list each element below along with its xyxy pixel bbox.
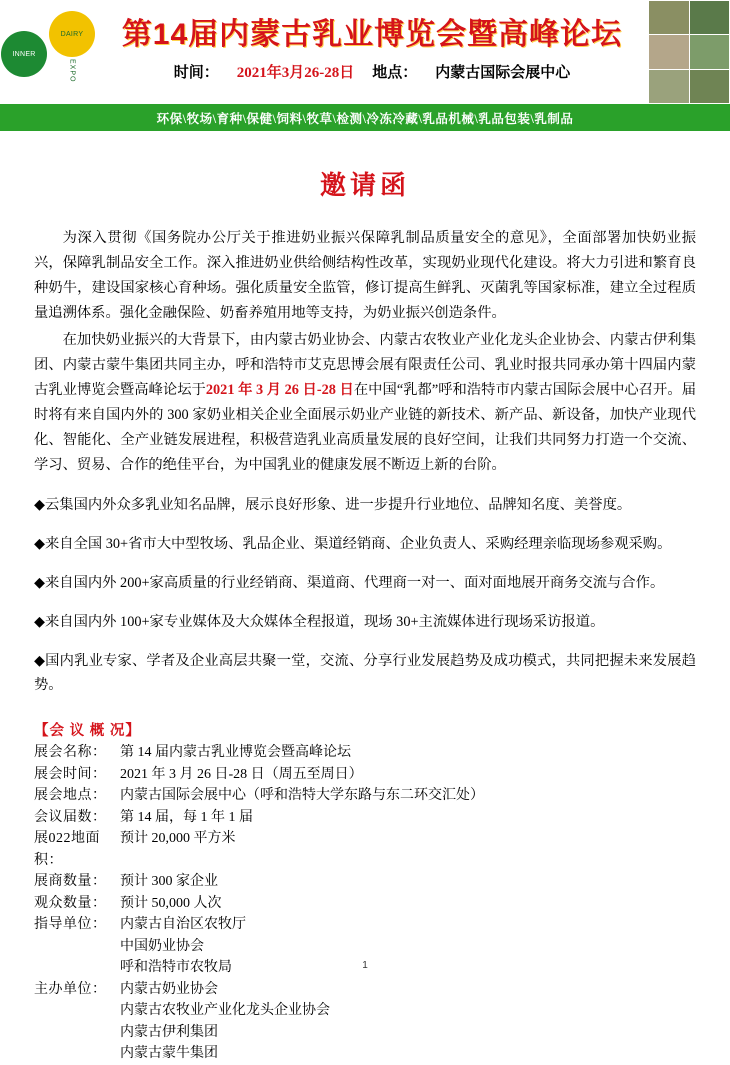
collage-photo [649, 70, 689, 103]
overview-value: 2021 年 3 月 26 日-28 日（周五至周日） [120, 766, 363, 782]
banner-time-value: 2021年3月26-28日 [236, 65, 355, 81]
page-number: 1 [362, 960, 368, 971]
logo-line-1: INNER [12, 50, 36, 58]
overview-value-main: 内蒙古自治区农牧厅 [120, 917, 246, 932]
overview-key: 展会地点： [34, 788, 107, 803]
bullet-item: ◆来自国内外 200+家高质量的行业经销商、渠道商、代理商一对一、面对面地展开商务交流与合作。 [34, 575, 665, 591]
collage-photo [690, 70, 730, 103]
overview-value: 第 14 届，每 1 年 1 届 [120, 809, 253, 825]
overview-row [34, 742, 696, 764]
banner-categories: 环保\牧场\育种\保健\饲料\牧草\检测\冷冻冷藏\乳品机械\乳品包装\乳制品 [0, 104, 730, 131]
overview-key: 展会名称： [34, 745, 107, 760]
overview-value: 预计 20,000 平方米 [120, 831, 236, 846]
paragraph-2-part-a: 在加快奶业振兴的大背景下，由内蒙古奶业协会、内蒙古农牧业产业化龙头企业协会、内蒙古伊利集团、内蒙古蒙牛集团共同主办，呼和浩特市艾克思博会展有限责任公司、乳业时报共同承办第十四届内蒙古乳业博览会暨高峰论坛于 [34, 332, 696, 398]
overview-value-extra: 中国奶业协会 [120, 938, 204, 954]
dairy-expo-logo-mark [49, 11, 95, 57]
overview-row [34, 871, 696, 893]
overview-heading: 【会 议 概 况】 [34, 723, 141, 739]
overview-row [34, 979, 696, 1065]
overview-value-extra: 内蒙古蒙牛集团 [120, 1046, 218, 1061]
collage-photo [649, 1, 689, 34]
overview-key: 会议届数： [34, 809, 107, 825]
overview-row [34, 893, 696, 915]
overview-value: 预计 50,000 人次 [120, 895, 222, 911]
banner-meta [96, 61, 648, 82]
collage-photo [690, 35, 730, 68]
dairy-expo-logo [48, 0, 96, 104]
logo-line-1: DAIRY [60, 30, 84, 38]
paragraph-1: 为深入贯彻《国务院办公厅关于推进奶业振兴保障乳制品质量安全的意见》，全面部署加快奶业振兴，保障乳制品安全工作。深入推进奶业供给侧结构性改革，实现奶业现代化建设。将大力引进和繁育良种奶牛，建设国家核心育种场。强化质量安全监管，修订提高生鲜乳、灭菌乳等国家标准，建立全过程质量追溯体系。强化金融保险、奶畜养殖用地等支持，为奶业振兴创造条件。 [34, 230, 696, 321]
overview-key: 指导单位： [34, 917, 107, 932]
banner-time-label: 时间： [173, 65, 219, 81]
paragraph-2 [34, 328, 696, 478]
collage-photo [649, 35, 689, 68]
banner-place-value: 内蒙古国际会展中心 [435, 65, 571, 81]
bullet-item: ◆来自国内外 100+家专业媒体及大众媒体全程报道，现场 30+主流媒体进行现场采访报道。 [34, 614, 605, 630]
bullet-item: ◆云集国内外众多乳业知名品牌，展示良好形象、进一步提升行业地位、品牌知名度、美誉度。 [34, 497, 632, 513]
bullet-item: ◆国内乳业专家、学者及企业高层共聚一堂，交流、分享行业发展趋势及成功模式，共同把握未来发展趋势。 [34, 653, 696, 693]
overview-key: 展会时间： [34, 766, 107, 782]
overview-value: 第 14 届内蒙古乳业博览会暨高峰论坛 [120, 745, 351, 760]
collage-photo [690, 1, 730, 34]
overview-key: 展商数量： [34, 874, 107, 889]
bullet-item: ◆来自全国 30+省市大中型牧场、乳品企业、渠道经销商、企业负责人、采购经理亲临现场参观采购。 [34, 536, 672, 552]
overview-key: 展022地面积： [34, 831, 100, 868]
overview-row [34, 764, 696, 786]
paragraph-2-part-b: 在中国“乳都”呼和浩特市内蒙古国际会展中心召开。届时将有来自国内外的 300 家奶业相关企业全面展示奶业产业链的新技术、新产品、新设备，加快产业现代化、智能化、全产业链发展进程，积极营造乳业高质量发展的良好空间，让我们共同努力打造一个交流、学习、贸易、合作的绝佳平台，为中国乳业的健康发展不断迈上新的台阶。 [34, 382, 696, 473]
overview-value-main: 内蒙古奶业协会 [120, 981, 218, 997]
banner-main [96, 0, 648, 104]
overview-key: 观众数量： [34, 895, 107, 911]
banner-logos [0, 0, 96, 104]
overview-row [34, 785, 696, 807]
overview-value-extra: 呼和浩特市农牧局 [120, 960, 232, 975]
banner-place-label: 地点： [372, 65, 418, 81]
event-banner [0, 0, 730, 131]
banner-title: 第14届内蒙古乳业博览会暨高峰论坛 [121, 18, 623, 51]
banner-photo-collage [648, 0, 730, 104]
overview-value: 预计 300 家企业 [120, 874, 218, 889]
overview-value-extra: 内蒙古农牧业产业化龙头企业协会 [120, 1003, 330, 1018]
document-body [0, 165, 730, 1065]
overview-value: 内蒙古国际会展中心（呼和浩特大学东路与东二环交汇处） [120, 788, 484, 803]
inner-mongolia-logo-mark [1, 31, 47, 77]
overview-value [120, 979, 696, 1065]
overview-row [34, 807, 696, 829]
overview-list [34, 742, 696, 1065]
page-title: 邀请函 [319, 171, 410, 200]
logo-subtitle: EXPO [68, 59, 76, 83]
overview-row [34, 828, 696, 871]
overview-key: 主办单位： [34, 981, 107, 997]
paragraph-2-highlight-date: 2021 年 3 月 26 日-28 日 [205, 382, 354, 398]
overview-value-extra: 内蒙古伊利集团 [120, 1024, 218, 1040]
inner-mongolia-logo [0, 0, 48, 104]
